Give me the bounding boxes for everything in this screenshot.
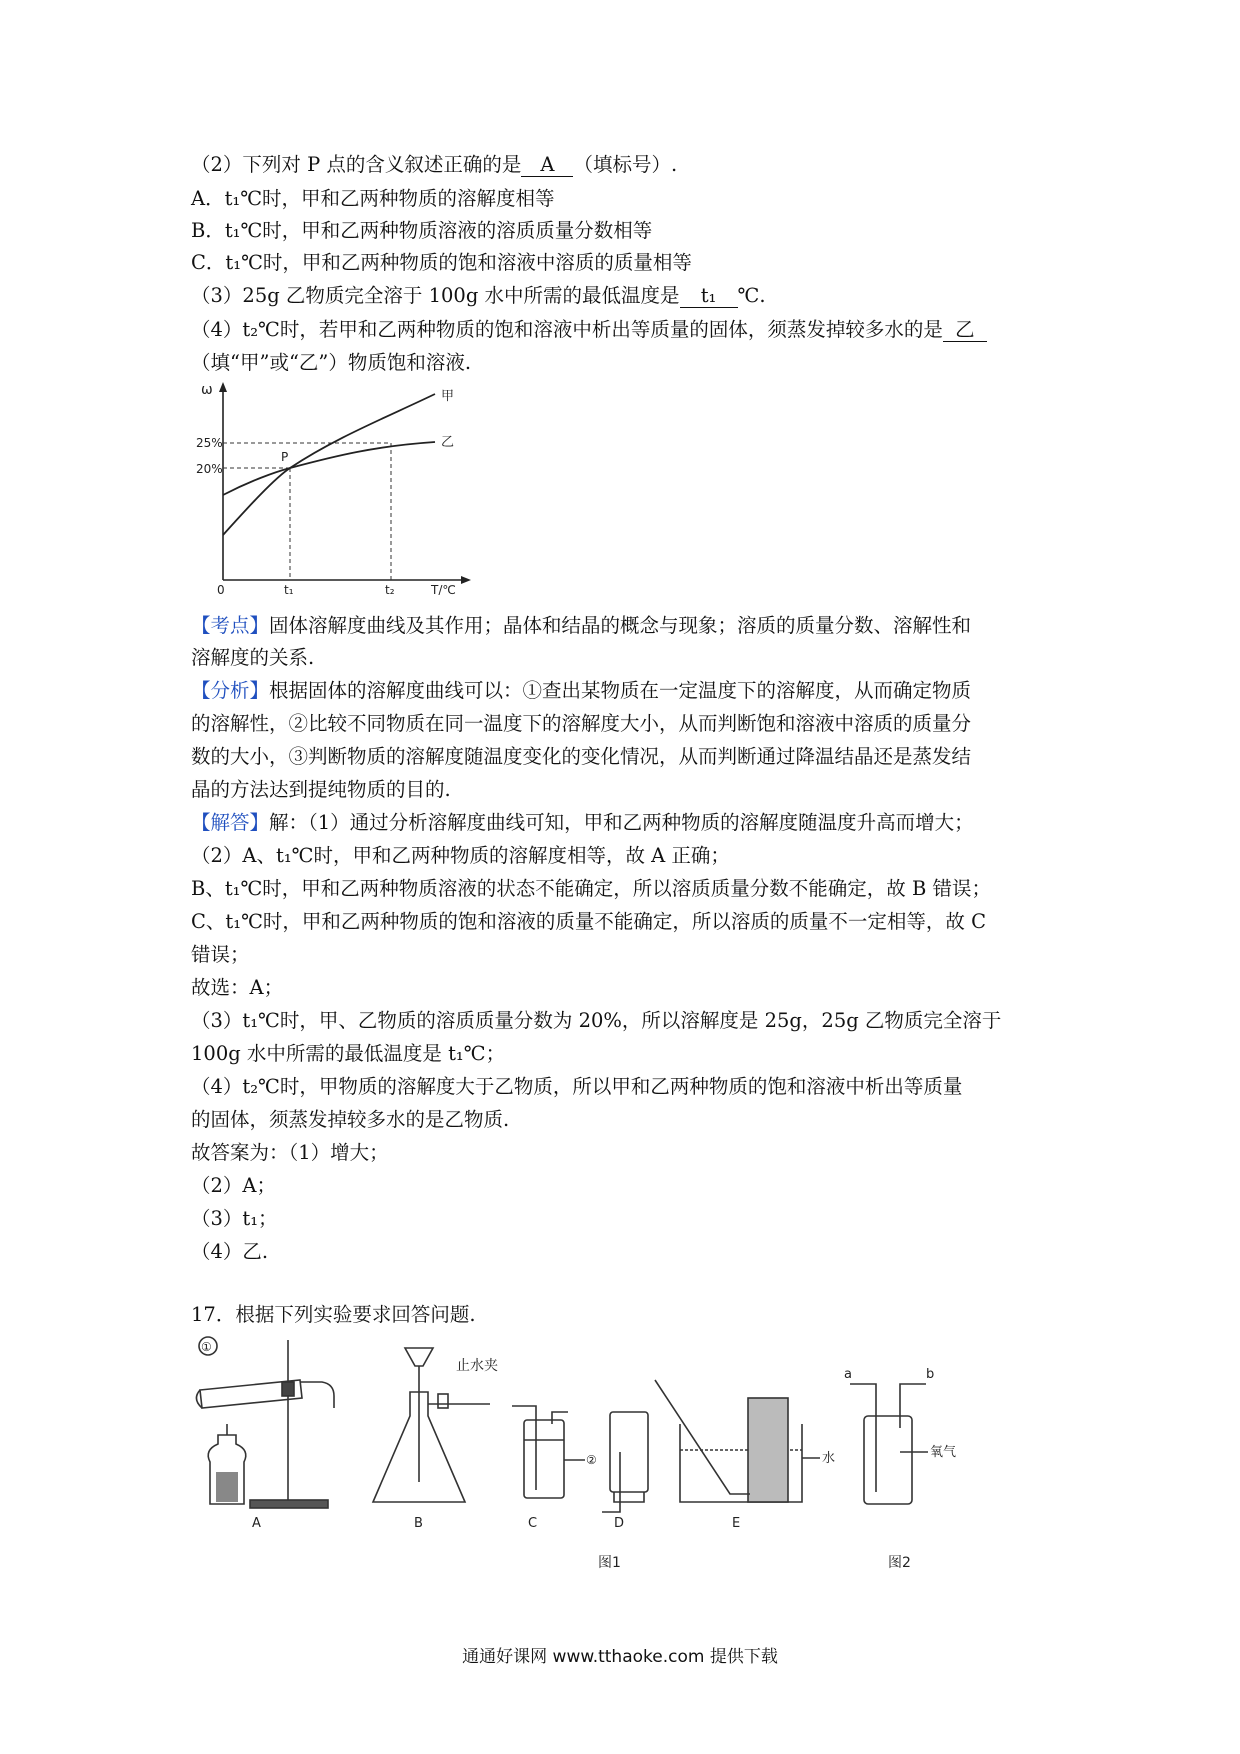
jieda-line-4: C、t₁℃时，甲和乙两种物质的饱和溶液的质量不能确定，所以溶质的质量不一定相等，故 C xyxy=(191,910,987,933)
q4-stem: （4）t₂℃时，若甲和乙两种物质的饱和溶液中析出等质量的固体，须蒸发掉较多水的是 乙 xyxy=(191,318,987,342)
apparatus-a xyxy=(196,1337,334,1508)
q17-stem: 17．根据下列实验要求回答问题. xyxy=(191,1303,476,1326)
fenxi-line-4: 晶的方法达到提纯物质的目的. xyxy=(191,778,451,801)
q4-line2: （填“甲”或“乙”）物质饱和溶液. xyxy=(191,351,472,374)
jieda-label: 【解答】 xyxy=(191,811,270,834)
y-tick-20: 20% xyxy=(196,462,223,476)
solubility-graph xyxy=(195,380,485,595)
y-tick-25: 25% xyxy=(196,436,223,450)
answer-line-4: （4）乙. xyxy=(191,1240,269,1263)
q2-stem: （2）下列对 P 点的含义叙述正确的是 A （填标号）. xyxy=(191,153,678,176)
fenxi-line-3: 数的大小，③判断物质的溶解度随温度变化的变化情况，从而判断通过降温结晶还是蒸发结 xyxy=(191,745,972,768)
q4-answer: 乙 xyxy=(943,319,987,342)
label-E: E xyxy=(732,1516,741,1531)
curve-jia xyxy=(223,394,435,535)
label-B: B xyxy=(414,1516,423,1531)
jieda-line-10: 的固体，须蒸发掉较多水的是乙物质. xyxy=(191,1108,510,1131)
q2-option-c: C．t₁℃时，甲和乙两种物质的饱和溶液中溶质的质量相等 xyxy=(191,251,692,274)
label-D: D xyxy=(614,1516,625,1531)
jieda-line-5: 错误； xyxy=(191,943,250,966)
page-footer: 通通好课网 www.tthaoke.com 提供下载 xyxy=(462,1647,778,1667)
apparatus-fig2 xyxy=(850,1384,928,1504)
label-C: C xyxy=(528,1516,538,1531)
x-tick-t1: t₁ xyxy=(284,583,294,595)
series-yi-label: 乙 xyxy=(441,435,455,450)
answer-line-2: （2）A； xyxy=(191,1174,276,1197)
answer-line-3: （3）t₁； xyxy=(191,1207,278,1230)
y-axis-arrow xyxy=(219,382,227,392)
q2-option-a: A．t₁℃时，甲和乙两种物质的溶解度相等 xyxy=(191,187,555,210)
q2-option-b: B．t₁℃时，甲和乙两种物质溶液的溶质质量分数相等 xyxy=(191,219,653,242)
point-p-label: P xyxy=(281,450,289,464)
jieda-line-6: 故选：A； xyxy=(191,976,284,999)
clamp-label: 止水夹 xyxy=(456,1358,498,1374)
jieda-line-2: （2）A、t₁℃时，甲和乙两种物质的溶解度相等，故 A 正确； xyxy=(191,844,730,867)
tube-a-label: a xyxy=(844,1367,852,1382)
answer-line-1: 故答案为：（1）增大； xyxy=(191,1141,389,1164)
label-2: ② xyxy=(586,1453,597,1467)
series-jia-label: 甲 xyxy=(441,389,455,404)
fenxi-line-1: 【分析】根据固体的溶解度曲线可以：①查出某物质在一定温度下的溶解度，从而确定物质 xyxy=(191,679,972,702)
apparatus-c xyxy=(512,1406,568,1498)
jieda-line-9: （4）t₂℃时，甲物质的溶解度大于乙物质，所以甲和乙两种物质的饱和溶液中析出等质量 xyxy=(191,1075,963,1098)
jieda-line-8: 100g 水中所需的最低温度是 t₁℃； xyxy=(191,1042,506,1065)
water-label: 水 xyxy=(822,1451,836,1466)
gas-label: 氧气 xyxy=(930,1445,957,1460)
jieda-line-1: 【解答】解：（1）通过分析溶解度曲线可知，甲和乙两种物质的溶解度随温度升高而增大； xyxy=(191,811,974,834)
q2-answer: A xyxy=(521,154,573,177)
kaodian-label: 【考点】 xyxy=(191,614,270,637)
jieda-line-7: （3）t₁℃时，甲、乙物质的溶质质量分数为 20%，所以溶解度是 25g，25g 乙物质完全溶于 xyxy=(191,1009,1002,1032)
kaodian-line-1: 【考点】固体溶解度曲线及其作用；晶体和结晶的概念与现象；溶质的质量分数、溶解性和 xyxy=(191,614,972,637)
fenxi-line-2: 的溶解性，②比较不同物质在同一温度下的溶解度大小，从而判断饱和溶液中溶质的质量分 xyxy=(191,712,972,735)
q3-answer: t₁ xyxy=(680,285,738,308)
fig2-caption: 图2 xyxy=(888,1555,911,1571)
x-tick-t2: t₂ xyxy=(385,583,395,595)
kaodian-line-2: 溶解度的关系. xyxy=(191,646,315,669)
label-1: ① xyxy=(201,1340,212,1354)
jieda-line-3: B、t₁℃时，甲和乙两种物质溶液的状态不能确定，所以溶质质量分数不能确定，故 B 错误； xyxy=(191,877,992,900)
x-tick-0: 0 xyxy=(217,583,225,595)
apparatus-figure xyxy=(190,1332,1050,1577)
tube-b-label: b xyxy=(926,1367,935,1382)
label-A: A xyxy=(252,1516,261,1531)
y-axis-label: ω xyxy=(201,382,213,398)
x-axis-arrow xyxy=(461,576,471,584)
fig1-caption: 图1 xyxy=(598,1555,621,1571)
q3-stem: （3）25g 乙物质完全溶于 100g 水中所需的最低温度是 t₁ ℃. xyxy=(191,284,766,307)
apparatus-e xyxy=(655,1380,802,1502)
fenxi-label: 【分析】 xyxy=(191,679,270,702)
apparatus-d xyxy=(602,1412,648,1512)
x-axis-label: T/℃ xyxy=(431,583,456,595)
